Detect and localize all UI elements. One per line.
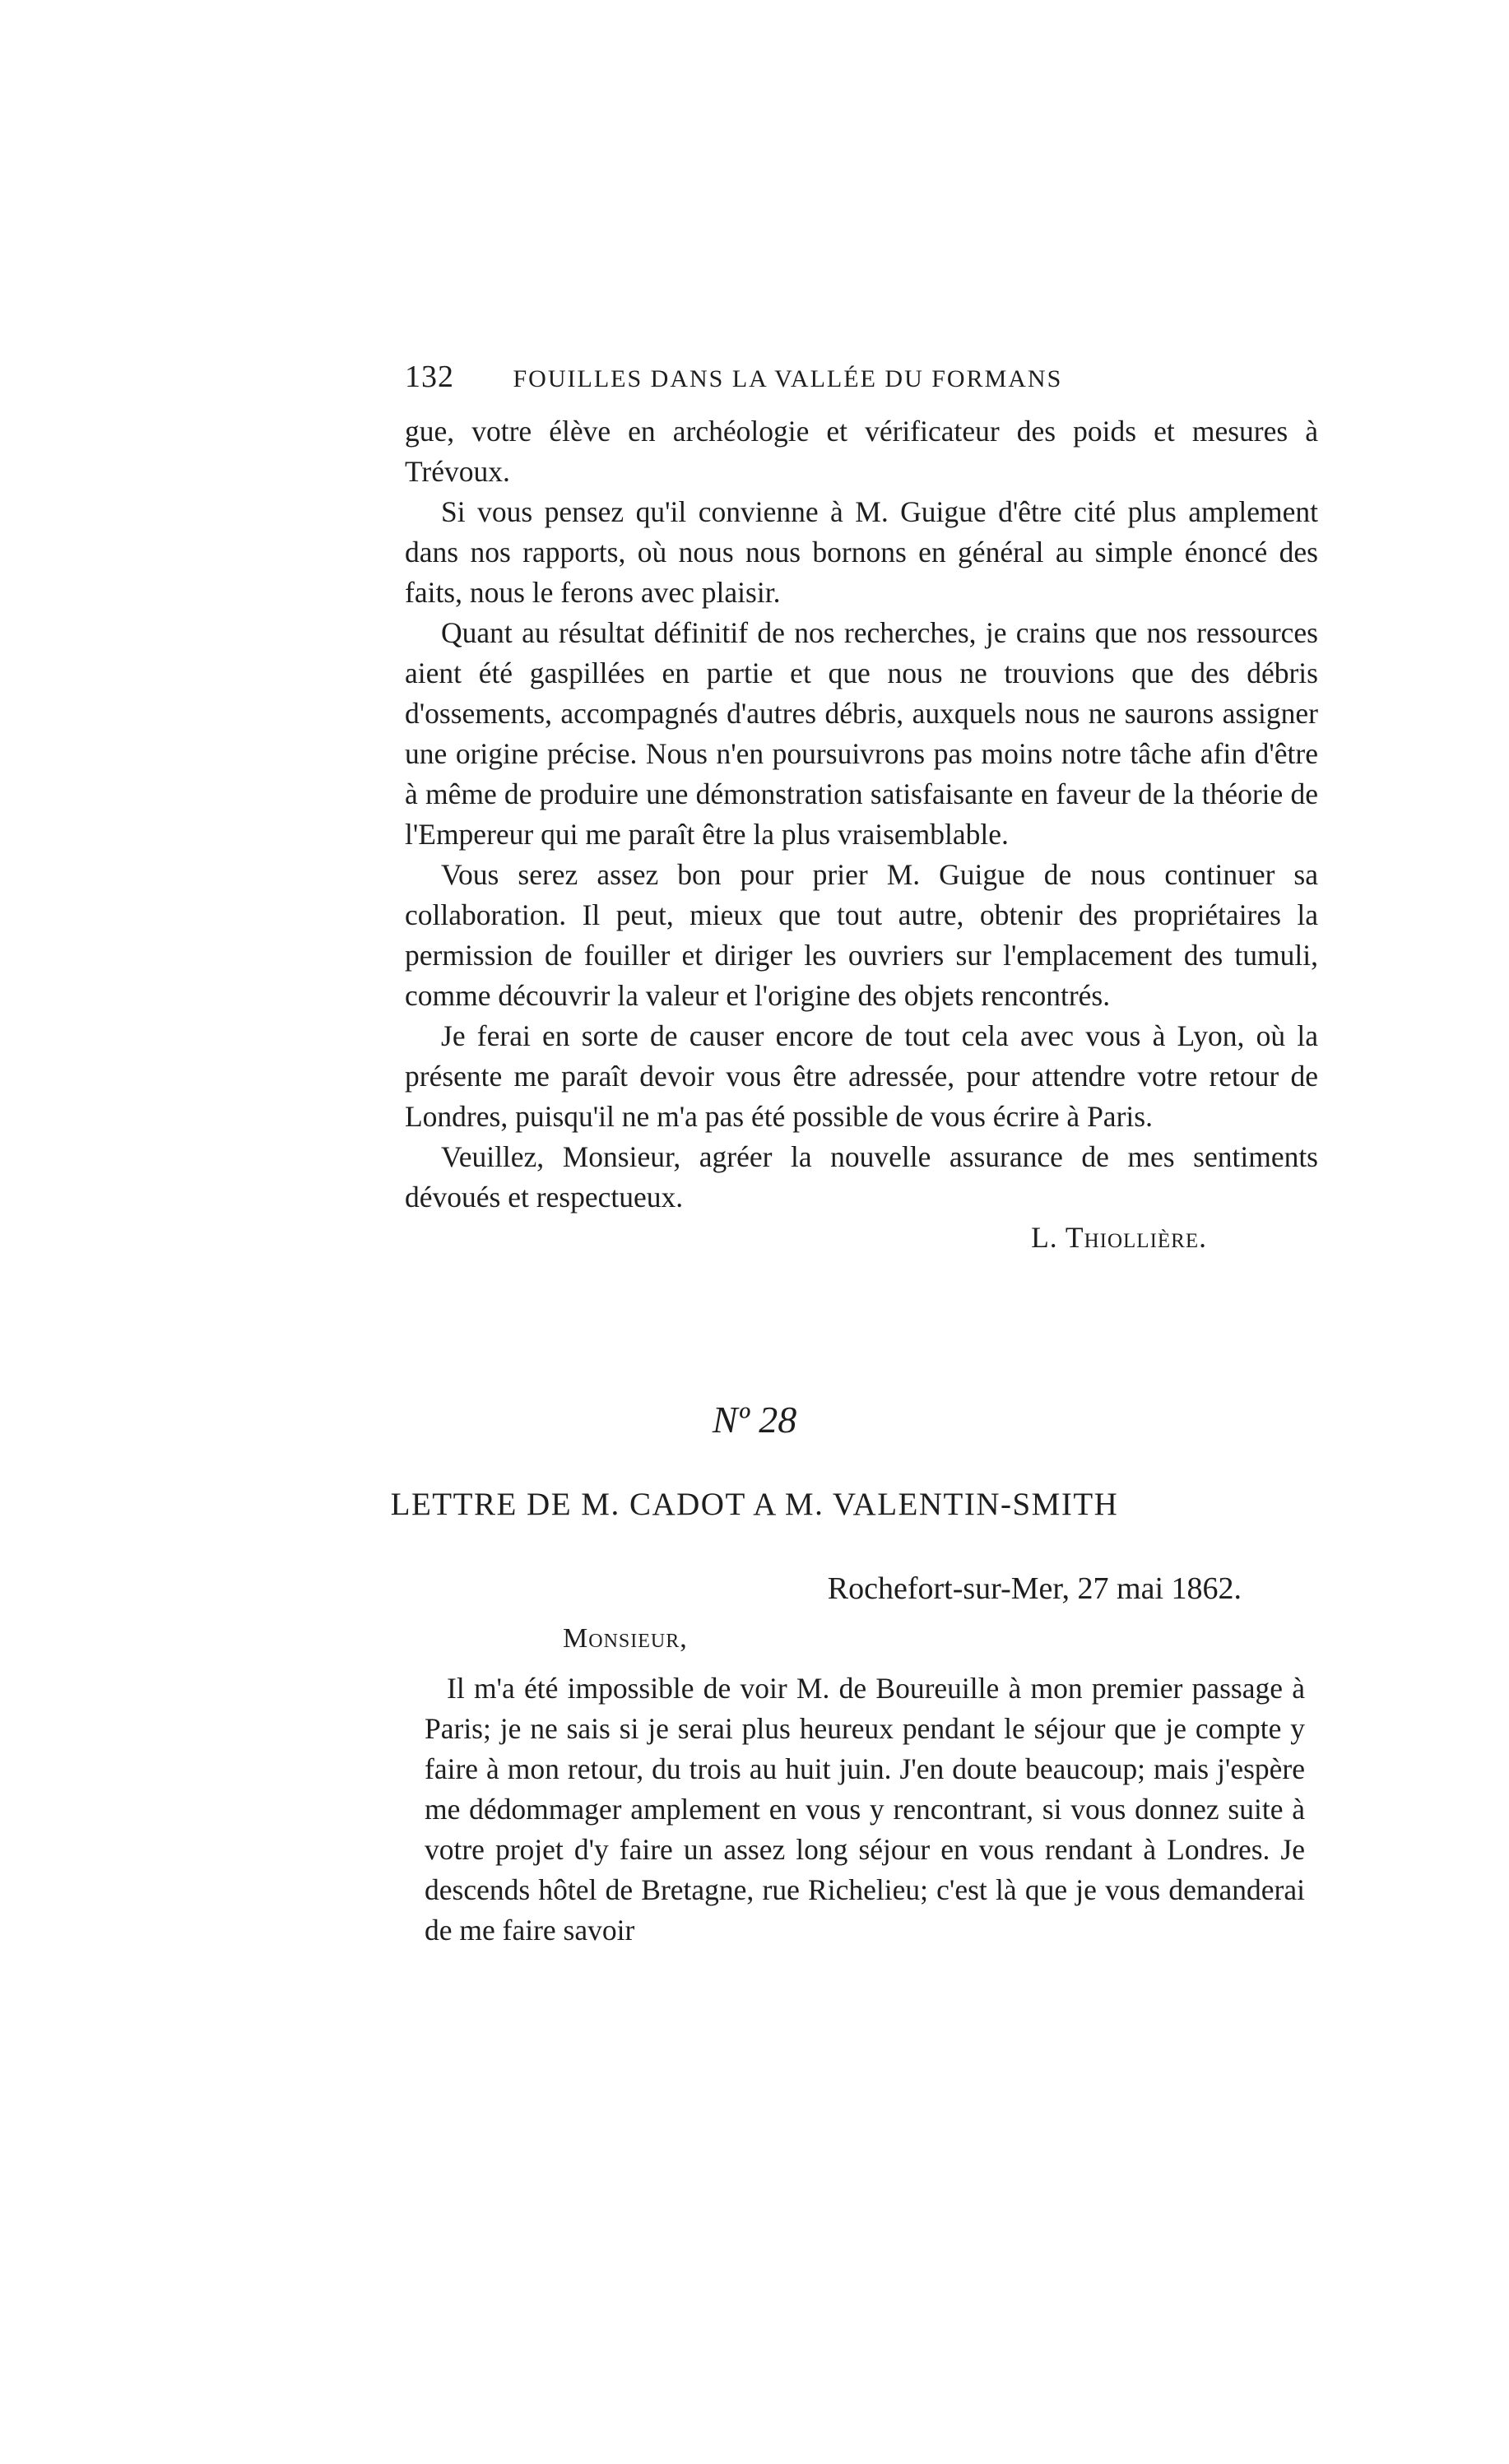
letter-27-body [405, 411, 1318, 1258]
letter-heading: LETTRE DE M. CADOT A M. VALENTIN-SMITH [390, 1487, 1119, 1522]
page-header [405, 359, 1318, 395]
page-number: 132 [405, 360, 454, 394]
paragraph: Si vous pensez qu'il convienne à M. Guigue d'être cité plus amplement dans nos rapports, où nous nous bornons en général au simple énoncé des faits, nous le ferons avec plaisir. [405, 495, 1318, 609]
dateline: Rochefort-sur-Mer, 27 mai 1862. [827, 1571, 1242, 1606]
salutation: Monsieur, [563, 1623, 688, 1654]
paragraph: Vous serez assez bon pour prier M. Guigue de nous continuer sa collaboration. Il peut, mieux que tout autre, obtenir des propriétaires la permission de fouiller et diriger les ouvriers sur l'emplacement des tumuli, comme découvrir la valeur et l'origine des objets rencontrés. [405, 858, 1318, 1012]
letter-28-body [425, 1668, 1305, 1951]
signature: L. Thiollière. [1031, 1221, 1207, 1254]
paragraph: gue, votre élève en archéologie et vérificateur des poids et mesures à Trévoux. [405, 415, 1318, 488]
paragraph: Je ferai en sorte de causer encore de tout cela avec vous à Lyon, où la présente me paraît devoir vous être adressée, pour attendre votre retour de Londres, puisqu'il ne m'a pas été possible de vous écrire à Paris. [405, 1019, 1318, 1133]
paragraph: Quant au résultat définitif de nos recherches, je crains que nos ressources aient été gaspillées en partie et que nous ne trouvions que des débris d'ossements, accompagnés d'autres débris, auxquels nous ne saurons assigner une origine précise. Nous n'en poursuivrons pas moins notre tâche afin d'être à même de produire une démonstration satisfaisante en faveur de la théorie de l'Empereur qui me paraît être la plus vraisemblable. [405, 616, 1318, 851]
paragraph: Veuillez, Monsieur, agréer la nouvelle assurance de mes sentiments dévoués et respectueux. [405, 1140, 1318, 1213]
running-title: FOUILLES DANS LA VALLÉE DU FORMANS [513, 365, 1063, 392]
document-number: Nº 28 [712, 1399, 797, 1441]
paragraph: Il m'a été impossible de voir M. de Boureuille à mon premier passage à Paris; je ne sais si je serai plus heureux pendant le séjour que je compte y faire à mon retour, du trois au huit juin. J'en doute beaucoup; mais j'espère me dédommager amplement en vous y rencontrant, si vous donnez suite à votre projet d'y faire un assez long séjour en vous rendant à Londres. Je descends hôtel de Bretagne, rue Richelieu; c'est là que je vous demanderai de me faire savoir [425, 1672, 1305, 1947]
